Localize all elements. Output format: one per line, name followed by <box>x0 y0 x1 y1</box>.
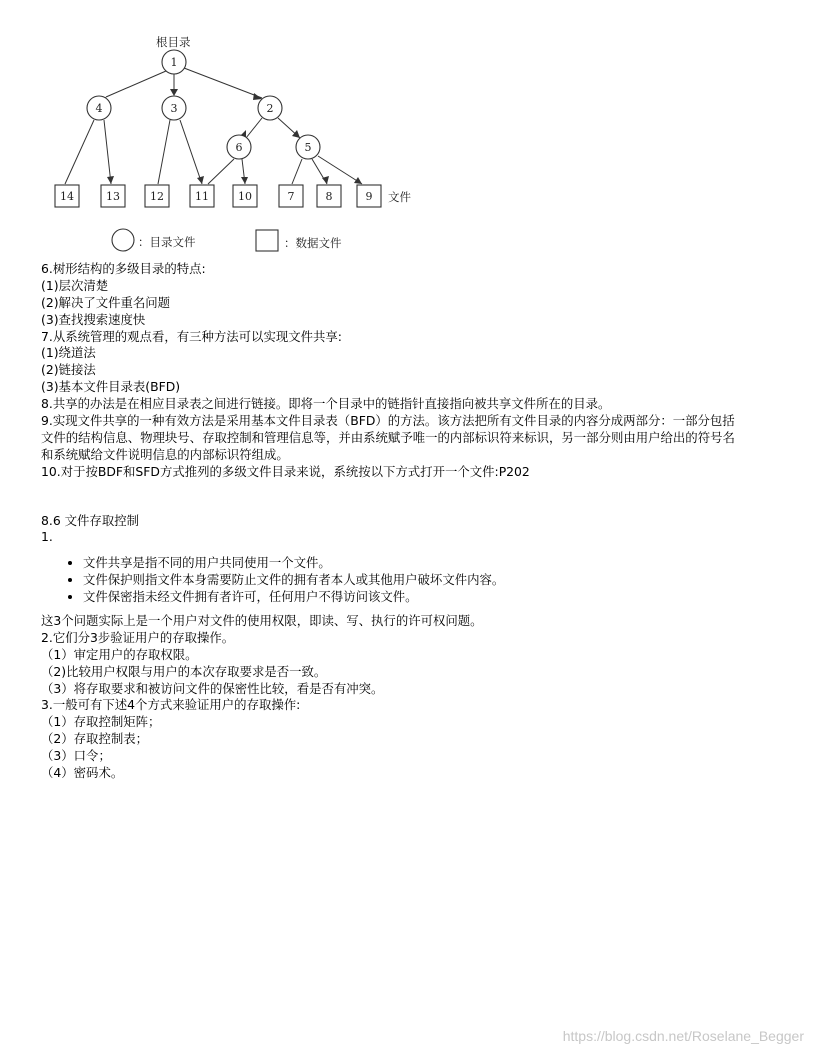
list-item: • 文件共享是指不同的用户共同使用一个文件。 <box>83 555 781 572</box>
text-line: (3)查找搜索速度快 <box>41 311 146 327</box>
dir-node-label: 1 <box>170 56 178 69</box>
file-node-label: 11 <box>195 190 209 203</box>
file-node-label: 13 <box>106 190 120 203</box>
document-body <box>41 261 781 782</box>
text-line: 1. <box>41 529 53 545</box>
text-line: (2)链接法 <box>41 362 96 378</box>
text-line: （3）口令； <box>41 748 111 764</box>
text-line: (2)解决了文件重名问题 <box>41 294 171 310</box>
dir-node-label: 5 <box>304 141 312 154</box>
section-heading: 8.6 文件存取控制 <box>41 512 139 528</box>
text-line: 9.实现文件共享的一种有效方法是采用基本文件目录表（BFD）的方法。该方法把所有文件目录的内容分成两部分：一部分包括 <box>41 413 735 429</box>
file-node-label: 10 <box>238 190 252 203</box>
file-label: 文件 <box>388 190 411 204</box>
root-label: 根目录 <box>156 35 191 49</box>
text-line: （2)比较用户权限与用户的本次存取要求是否一致。 <box>41 663 327 679</box>
text-line: （4）密码术。 <box>41 765 124 781</box>
legend-dir-symbol <box>112 229 134 251</box>
text-line: （3）将存取要求和被访问文件的保密性比较，看是否有冲突。 <box>41 680 384 696</box>
dir-node-label: 6 <box>235 141 243 154</box>
text-line: （1）审定用户的存取权限。 <box>41 646 198 662</box>
text-line: 3.一般可有下述4个方式来验证用户的存取操作: <box>41 697 301 713</box>
text-line: (1)绕道法 <box>41 345 96 361</box>
text-line: 8.共享的办法是在相应目录表之间进行链接。即将一个目录中的链指针直接指向被共享文件所在的目录。 <box>41 396 611 412</box>
text-line: 6.树形结构的多级目录的特点: <box>41 261 206 276</box>
text-line: 7.从系统管理的观点看，有三种方法可以实现文件共享: <box>41 328 342 344</box>
text-line: 这3个问题实际上是一个用户对文件的使用权限，即读、写、执行的许可权问题。 <box>41 613 483 629</box>
list-item: • 文件保密指未经文件拥有者许可，任何用户不得访问该文件。 <box>83 589 781 606</box>
list-item: • 文件保护则指文件本身需要防止文件的拥有者本人或其他用户破坏文件内容。 <box>83 572 781 589</box>
watermark: https://blog.csdn.net/Roselane_Begger <box>562 1028 804 1044</box>
legend-dir-label: ：目录文件 <box>138 235 196 249</box>
file-node-label: 12 <box>150 190 164 203</box>
legend-data-symbol <box>256 230 278 251</box>
dir-node-label: 4 <box>95 102 103 115</box>
dir-node-label: 3 <box>170 102 178 115</box>
text-line: （1）存取控制矩阵； <box>41 714 161 730</box>
text-line: 文件的结构信息、物理块号、存取控制和管理信息等，并由系统赋予唯一的内部标识符来标识，另一部分则由用户给出的符号名 <box>41 429 735 445</box>
legend-data-label: ：数据文件 <box>284 236 342 250</box>
directory-tree-figure <box>40 26 420 258</box>
file-node-label: 14 <box>60 190 74 203</box>
text-line: (3)基本文件目录表(BFD) <box>41 379 181 395</box>
file-node-label: 8 <box>325 190 333 203</box>
file-node-label: 7 <box>287 190 295 203</box>
text-line: 10.对于按BDF和SFD方式推列的多级文件目录来说，系统按以下方式打开一个文件:P202 <box>41 463 530 479</box>
text-line: 和系统赋给文件说明信息的内部标识符组成。 <box>41 446 289 462</box>
text-line: 2.它们分3步验证用户的存取操作。 <box>41 629 235 645</box>
text-line: (1)层次清楚 <box>41 277 109 293</box>
bullet-list <box>41 555 781 606</box>
text-line: （2）存取控制表； <box>41 731 149 747</box>
dir-node-label: 2 <box>266 102 274 115</box>
file-node-label: 9 <box>365 190 373 203</box>
